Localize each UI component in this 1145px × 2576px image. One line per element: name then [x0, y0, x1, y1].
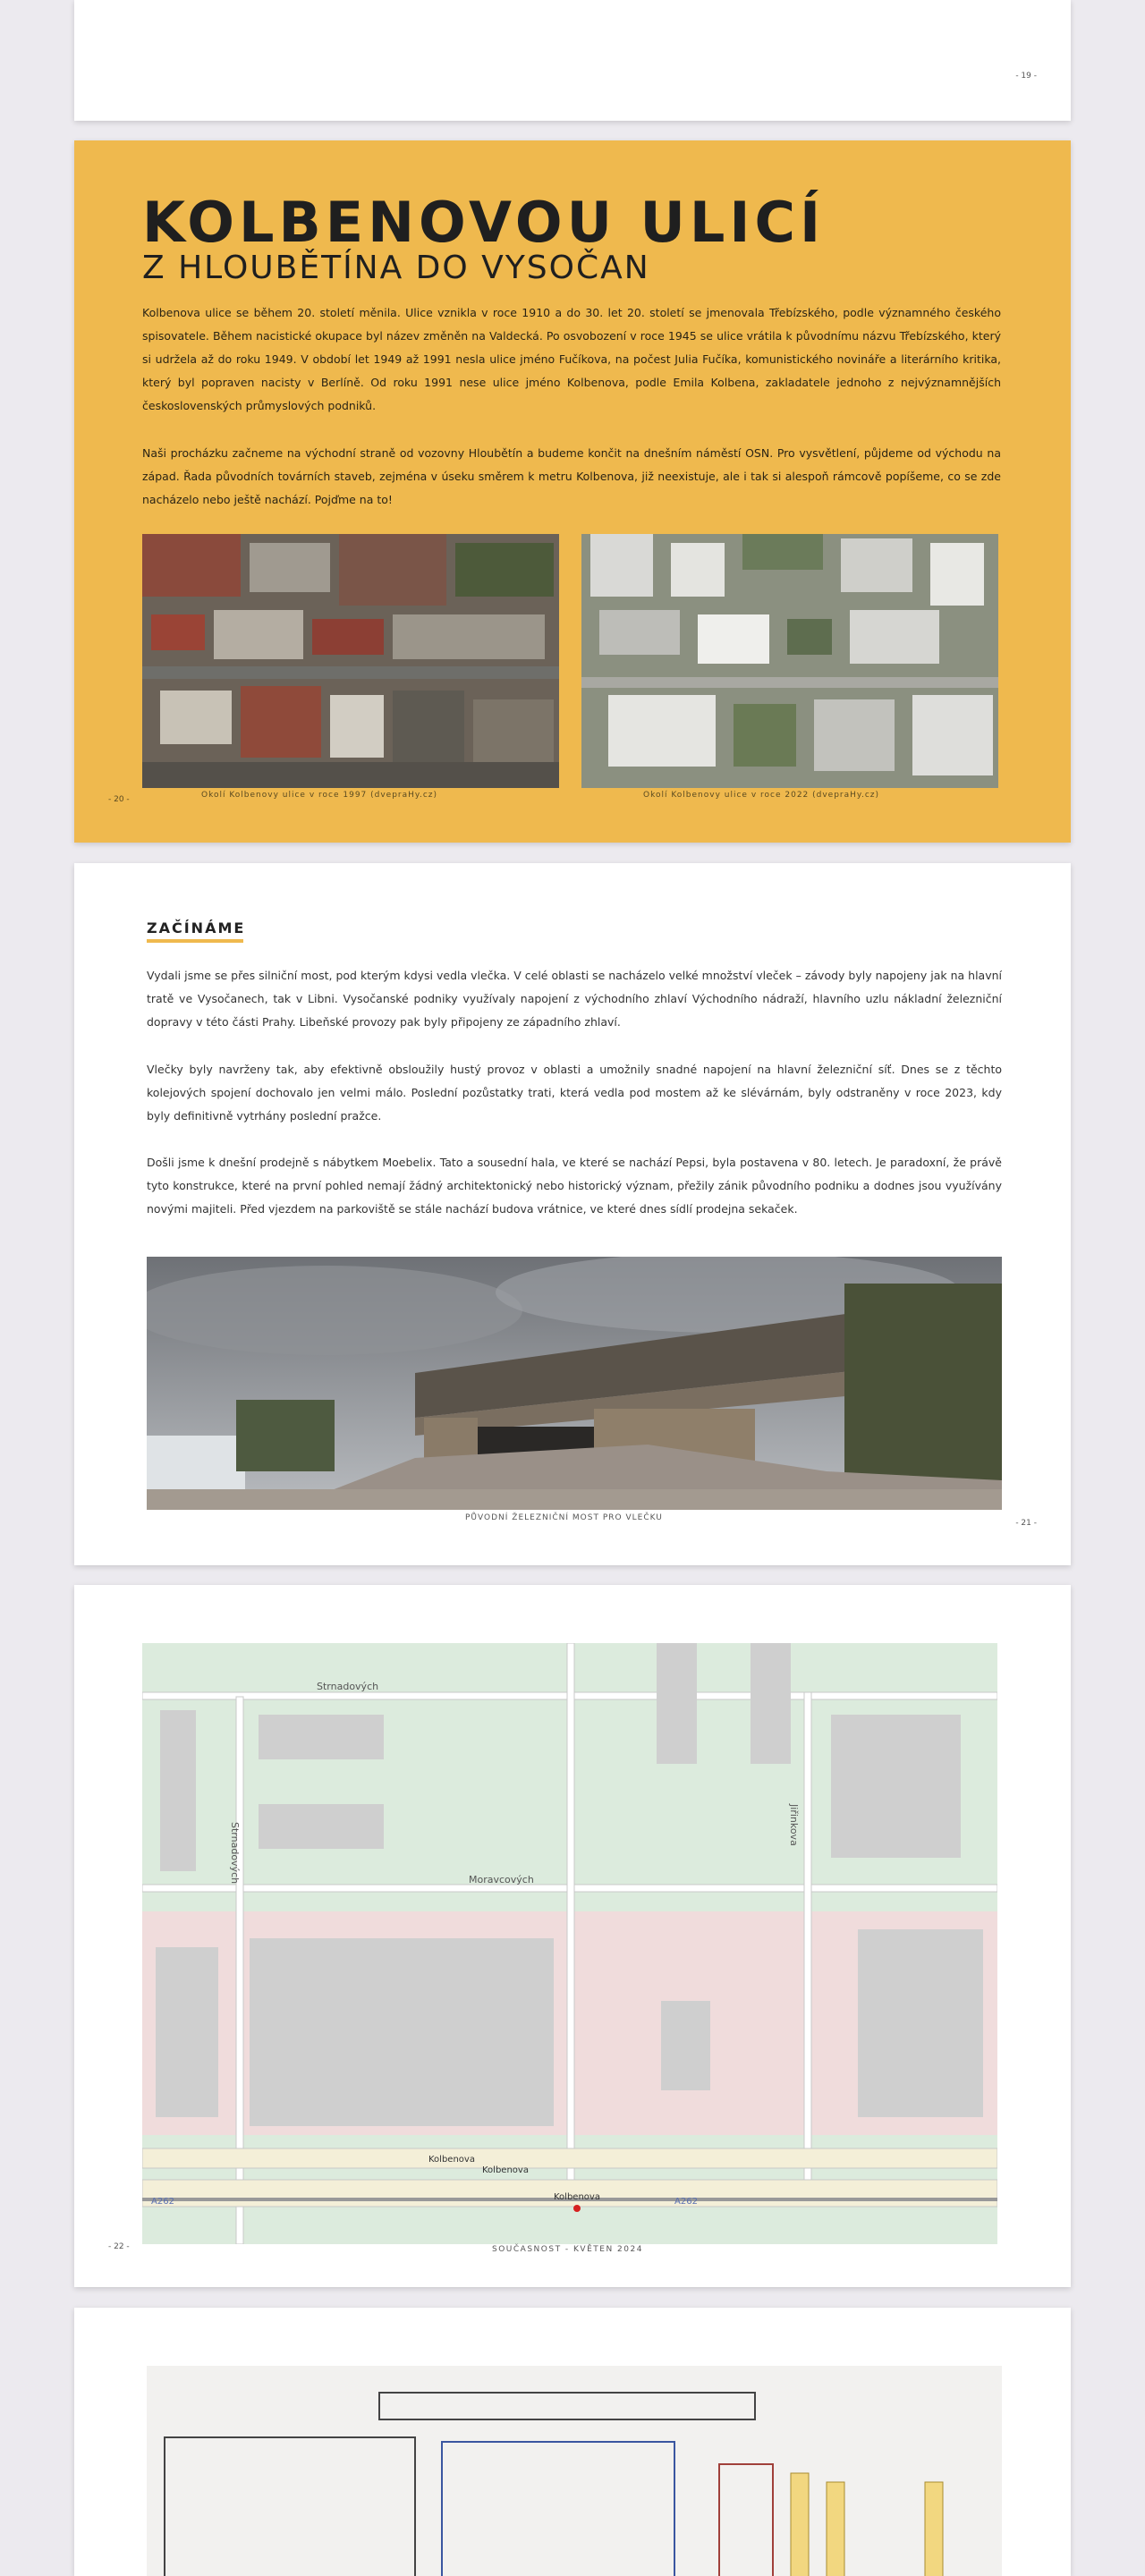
page-21	[74, 863, 1071, 1565]
page-number: - 21 -	[1015, 1519, 1037, 1528]
paragraph-3: Došli jsme k dnešní prodejně s nábytkem Moebelix. Tato a sousední hala, ve které se nachází Pepsi, byla postavena v 80. letech. Je paradoxní, že právě tyto konstrukce, které na první pohled nemají žádný architektonický nebo historický význam, přežily zánik původního podniku a dodnes jsou využívány novými majiteli. Před vjezdem na parkoviště se stále nachází budova vrátnice, ve které dnes sídlí prodejna sekaček.	[147, 1156, 1002, 1216]
section-heading: ZAČÍNÁME	[147, 919, 246, 936]
paragraph-1: Vydali jsme se přes silniční most, pod kterým kdysi vedla vlečka. V celé oblasti se nacházelo velké množství vleček – závody byly napojeny jak na hlavní tratě ve Vysočanech, tak v Libni. Vysočanské podniky využívaly napojení z východního zhlaví Východního nádraží, hlavního uzlu nákladní železniční dopravy v této části Prahy. Libeňské provozy pak byly připojeny ze západního zhlaví.	[147, 969, 1002, 1029]
page-23	[74, 2308, 1071, 2576]
aerial-photo-2022	[581, 534, 998, 788]
caption-map: SOUČASNOST - KVĚTEN 2024	[492, 2245, 643, 2254]
page-22	[74, 1585, 1071, 2287]
historical-plan-sketch	[147, 2366, 1002, 2576]
street-label-moravcovych: Moravcových	[469, 1874, 534, 1885]
caption-aerial-1997: Okolí Kolbenovy ulice v roce 1997 (dvepraHy.cz)	[201, 791, 438, 800]
street-label-kolbenova-3: Kolbenova	[554, 2192, 600, 2202]
street-map	[142, 1643, 997, 2244]
page-title: KOLBENOVOU ULICÍ	[142, 190, 826, 255]
intro-paragraph-2: Naši procházku začneme na východní straně od vozovny Hloubětín a budeme končit na dnešním náměstí OSN. Pro vysvětlení, půjdeme od východu na západ. Řada původních továrních staveb, zejména v úseku směrem k metru Kolbenova, již neexistuje, ale i tak si alespoň rámcově popíšeme, co se zde nacházelo nebo ještě nachází. Pojďme na to!	[142, 446, 1001, 506]
heading-underline	[147, 939, 243, 943]
intro-paragraph-1: Kolbenova ulice se během 20. století měnila. Ulice vznikla v roce 1910 a do 30. let 20. století se jmenovala Třebízského, podle významného českého spisovatele. Během nacistické okupace byl název změněn na Valdecká. Po osvobození v roce 1945 se ulice vrátila k původnímu názvu Třebízského, který si udržela až do roku 1949. V období let 1949 až 1991 nesla ulice jméno Fučíkova, na počest Julia Fučíka, komunistického novináře a literárního kritika, který byl popraven nacisty v Berlíně. Od roku 1991 nese ulice jméno Kolbenova, podle Emila Kolbena, zakladatele jednoho z nejvýznamnějších československých průmyslových podniků.	[142, 306, 1001, 412]
page-number: - 20 -	[108, 795, 130, 804]
road-label-a262-east: A262	[674, 2197, 698, 2207]
street-label-kolbenova-1: Kolbenova	[428, 2155, 475, 2165]
page-number: - 22 -	[108, 2242, 130, 2251]
page-19	[74, 0, 1071, 121]
street-label-strnadovych-vertical: Strnadových	[229, 1822, 241, 1885]
paragraph-2: Vlečky byly navrženy tak, aby efektivně obsloužily hustý provoz v oblasti a umožnily snadné napojení na hlavní železniční síť. Dnes se z těchto kolejových spojení dochovalo jen velmi málo. Poslední pozůstatky trati, která vedla pod mostem až ke slévárnám, byly odstraněny v roce 2023, kdy byly definitivně vytrhány poslední pražce.	[147, 1063, 1002, 1123]
page-subtitle: Z HLOUBĚTÍNA DO VYSOČAN	[142, 250, 650, 286]
aerial-photo-1997	[142, 534, 559, 788]
caption-bridge: PŮVODNÍ ŽELEZNIČNÍ MOST PRO VLEČKU	[465, 1513, 663, 1522]
road-label-a262-west: A262	[151, 2197, 174, 2207]
street-label-kolbenova-2: Kolbenova	[482, 2165, 529, 2175]
page-number: - 19 -	[1015, 72, 1037, 80]
railway-bridge-photo	[147, 1257, 1002, 1510]
street-label-strnadovych: Strnadových	[317, 1681, 379, 1692]
street-label-jirinkova: Jiřinkova	[788, 1804, 800, 1846]
page-20	[74, 140, 1071, 843]
caption-aerial-2022: Okolí Kolbenovy ulice v roce 2022 (dvepraHy.cz)	[643, 791, 880, 800]
metro-station-marker	[573, 2205, 581, 2212]
